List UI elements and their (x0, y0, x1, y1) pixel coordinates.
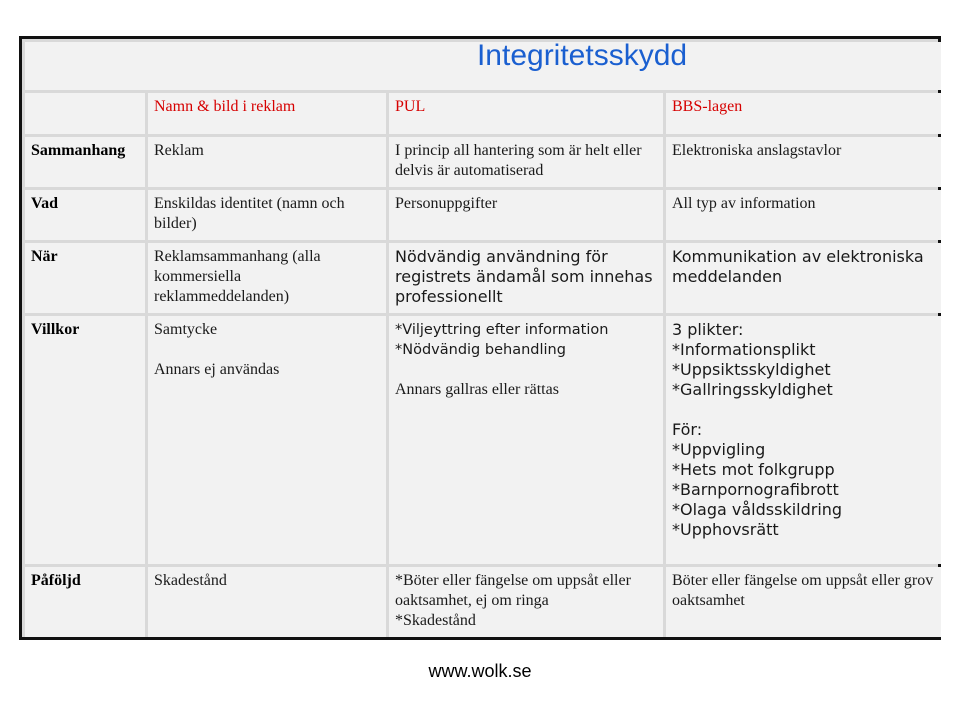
villkor-col3-line2: *Informationsplikt (672, 340, 816, 359)
villkor-col3-line3: *Uppsiktsskyldighet (672, 360, 831, 379)
row-label-nar: När (25, 243, 145, 313)
villkor-col3-line6: *Uppvigling (672, 440, 766, 459)
header-row (25, 93, 941, 134)
pafoljd-col2-line1: *Böter eller fängelse om uppsåt eller oaktsamhet, ej om ringa (395, 572, 631, 609)
villkor-col3-line8: *Barnpornografibrott (672, 480, 839, 499)
header-col2: PUL (389, 93, 663, 134)
row-nar (25, 243, 941, 313)
pafoljd-col2-line2: *Skadestånd (395, 612, 476, 629)
cell-villkor-col3 (666, 316, 941, 564)
cell-vad-col1: Enskildas identitet (namn och bilder) (148, 190, 386, 240)
cell-vad-col3: All typ av information (666, 190, 941, 240)
page-title: Integritetsskydd (476, 39, 688, 72)
header-col1: Namn & bild i reklam (148, 93, 386, 134)
cell-villkor-col2 (389, 316, 663, 564)
villkor-col2-line1: *Viljeyttring efter information (395, 322, 609, 338)
cell-nar-col3: Kommunikation av elektroniska meddelanden (666, 243, 941, 313)
title-cell (25, 39, 941, 90)
row-sammanhang (25, 137, 941, 187)
cell-sammanhang-col1: Reklam (148, 137, 386, 187)
header-empty (25, 93, 145, 134)
villkor-col3-line5: För: (672, 420, 703, 439)
cell-pafoljd-col1: Skadestånd (148, 567, 386, 637)
villkor-col3-line9: *Olaga våldsskildring (672, 500, 843, 519)
row-label-villkor: Villkor (25, 316, 145, 564)
villkor-col2-line3: Annars gallras eller rättas (395, 381, 559, 398)
cell-sammanhang-col2: I princip all hantering som är helt eller delvis är automatiserad (389, 137, 663, 187)
header-col3: BBS-lagen (666, 93, 941, 134)
cell-villkor-col1 (148, 316, 386, 564)
row-vad (25, 190, 941, 240)
cell-nar-col2: Nödvändig användning för registrets ändamål som innehas professionellt (389, 243, 663, 313)
cell-nar-col1: Reklamsammanhang (alla kommersiella reklammeddelanden) (148, 243, 386, 313)
comparison-table (22, 39, 944, 640)
row-label-pafoljd: Påföljd (25, 567, 145, 637)
title-row (25, 42, 941, 90)
row-label-vad: Vad (25, 190, 145, 240)
villkor-col3-line10: *Upphovsrätt (672, 520, 779, 539)
cell-pafoljd-col2 (389, 567, 663, 637)
villkor-col3-line1: 3 plikter: (672, 320, 744, 339)
footer-url: www.wolk.se (428, 661, 532, 681)
slide-frame (19, 36, 941, 640)
villkor-col1-line1: Samtycke (154, 321, 218, 338)
villkor-col3-line4: *Gallringsskyldighet (672, 380, 833, 399)
row-pafoljd (25, 567, 941, 637)
cell-pafoljd-col3: Böter eller fängelse om uppsåt eller grov oaktsamhet (666, 567, 941, 637)
villkor-col2-line2: *Nödvändig behandling (395, 342, 566, 358)
cell-vad-col2: Personuppgifter (389, 190, 663, 240)
row-label-sammanhang: Sammanhang (25, 137, 145, 187)
villkor-col1-line2: Annars ej användas (154, 361, 280, 378)
villkor-col3-line7: *Hets mot folkgrupp (672, 460, 835, 479)
row-villkor (25, 316, 941, 564)
cell-sammanhang-col3: Elektroniska anslagstavlor (666, 137, 941, 187)
